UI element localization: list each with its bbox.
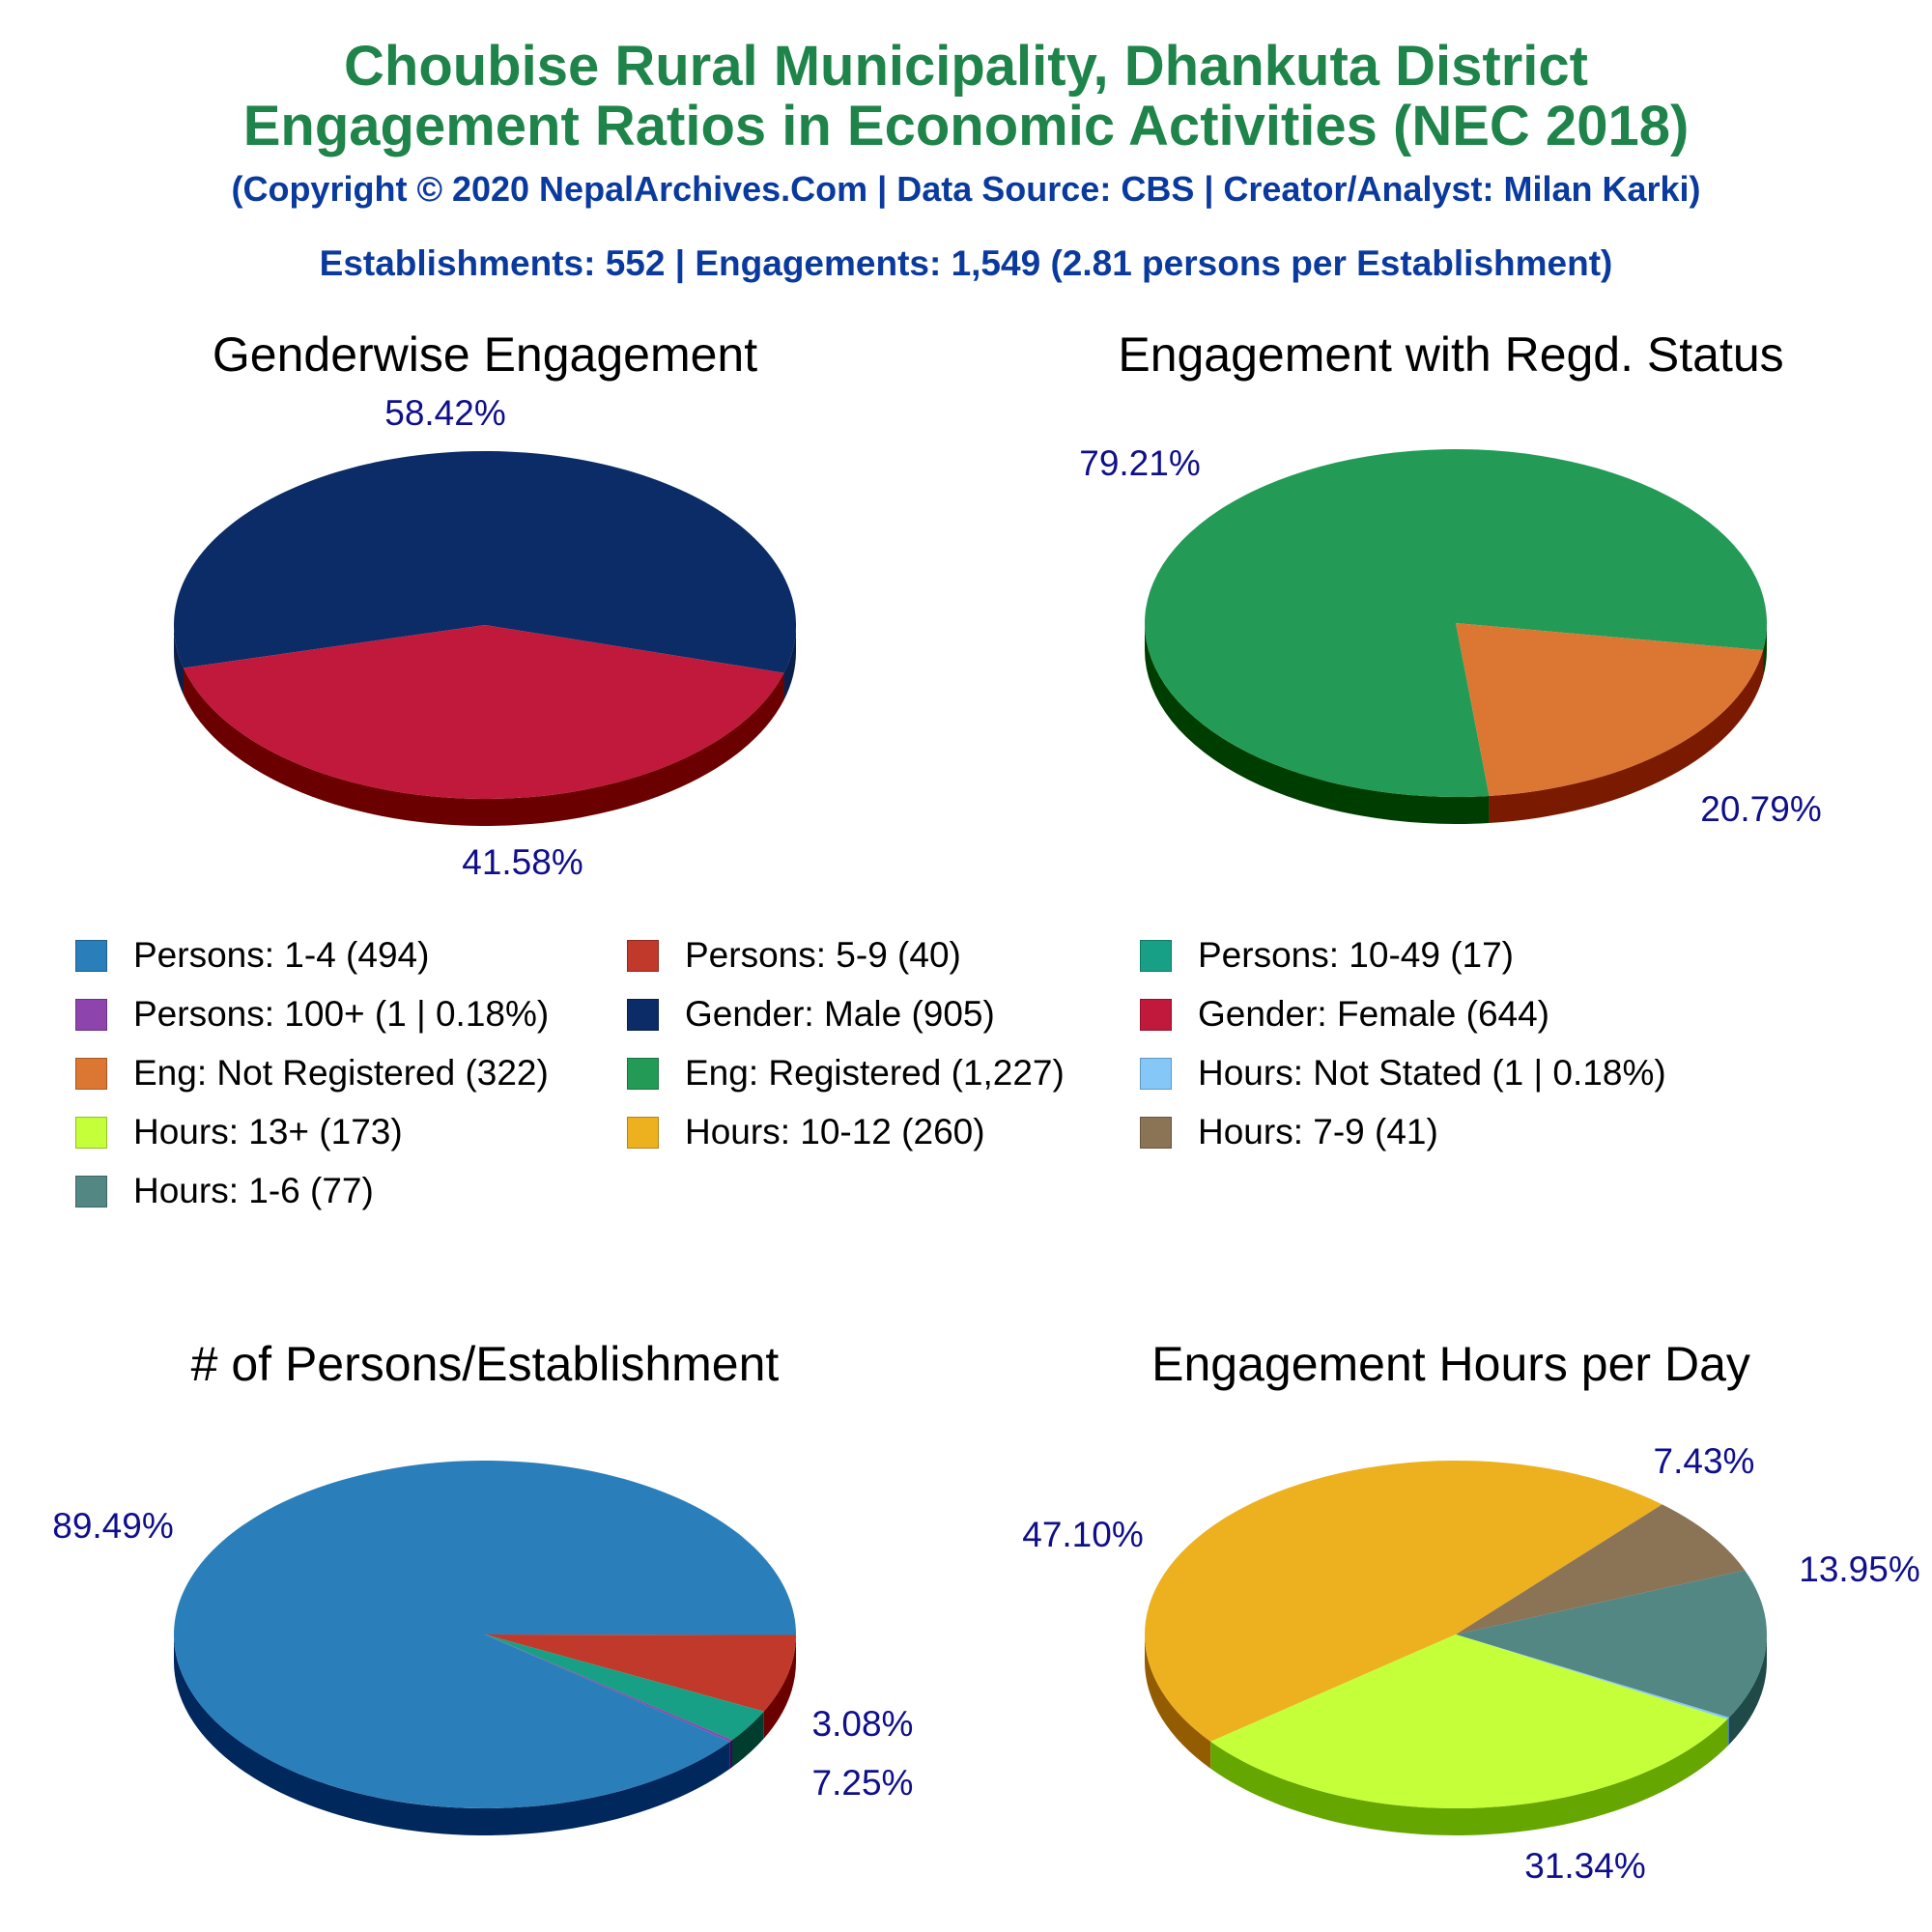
legend-item — [1140, 931, 1514, 980]
slice-percent-label: 31.34% — [1524, 1846, 1646, 1886]
slice-percent-label: 41.58% — [462, 842, 583, 882]
slice-percent-label: 7.43% — [1653, 1441, 1755, 1481]
slice-percent-label: 7.25% — [811, 1763, 914, 1803]
pie-slice — [1456, 623, 1763, 796]
legend-item — [1140, 990, 1549, 1038]
gender-chart-title: Genderwise Engagement — [212, 327, 758, 382]
pie-slice — [174, 1461, 796, 1808]
slice-percent-label: 3.08% — [811, 1704, 914, 1744]
legend-label: Persons: 5-9 (40) — [685, 935, 961, 975]
legend-swatch — [627, 999, 659, 1031]
legend-label: Hours: Not Stated (1 | 0.18%) — [1198, 1053, 1666, 1093]
legend-item — [627, 1108, 985, 1156]
slice-percent-label: 89.49% — [52, 1506, 174, 1546]
legend-swatch — [1140, 940, 1172, 972]
legend-item — [75, 1167, 374, 1215]
legend-item — [627, 1049, 1065, 1097]
legend-swatch — [1140, 1058, 1172, 1090]
slice-percent-label: 47.10% — [1022, 1515, 1144, 1554]
legend-label: Persons: 10-49 (17) — [1198, 935, 1515, 975]
legend-swatch — [1140, 1117, 1172, 1149]
legend-item — [627, 990, 995, 1038]
legend-label: Persons: 1-4 (494) — [133, 935, 430, 975]
pie-chart-2 — [52, 1461, 913, 1835]
legend-item — [75, 990, 549, 1038]
slice-percent-label: 20.79% — [1700, 789, 1822, 829]
pie-side — [1727, 1718, 1729, 1747]
legend-label: Persons: 100+ (1 | 0.18%) — [133, 994, 550, 1034]
legend-item — [75, 931, 429, 980]
legend-swatch — [75, 1058, 107, 1090]
legend-swatch — [75, 1176, 107, 1208]
pie-chart-1 — [1079, 443, 1822, 829]
legend-swatch — [75, 940, 107, 972]
pie-chart-3 — [1022, 1441, 1920, 1886]
legend-item — [75, 1108, 403, 1156]
slice-percent-label: 79.21% — [1079, 443, 1201, 483]
legend-label: Eng: Registered (1,227) — [685, 1053, 1065, 1093]
registration-chart-title: Engagement with Regd. Status — [1118, 327, 1784, 382]
legend-swatch — [75, 999, 107, 1031]
legend-label: Gender: Female (644) — [1198, 994, 1550, 1034]
slice-percent-label: 13.95% — [1799, 1549, 1920, 1589]
persons-chart-title: # of Persons/Establishment — [190, 1337, 780, 1391]
legend-swatch — [627, 1058, 659, 1090]
slice-percent-label: 58.42% — [384, 393, 506, 433]
summary-line: Establishments: 552 | Engagements: 1,549 (2.81 persons per Establishment) — [319, 243, 1613, 283]
legend-swatch — [627, 940, 659, 972]
legend-label: Eng: Not Registered (322) — [133, 1053, 549, 1093]
legend-item — [627, 931, 961, 980]
legend-label: Gender: Male (905) — [685, 994, 995, 1034]
legend-swatch — [1140, 999, 1172, 1031]
legend-label: Hours: 7-9 (41) — [1198, 1112, 1438, 1151]
main-title-line-1: Choubise Rural Municipality, Dhankuta District — [344, 35, 1588, 98]
legend-label: Hours: 10-12 (260) — [685, 1112, 985, 1151]
legend-item — [75, 1049, 549, 1097]
pie-chart-0 — [174, 393, 796, 882]
hours-chart-title: Engagement Hours per Day — [1151, 1337, 1750, 1391]
legend-swatch — [75, 1117, 107, 1149]
legend-label: Hours: 13+ (173) — [133, 1112, 403, 1151]
legend-swatch — [627, 1117, 659, 1149]
main-title-line-2: Engagement Ratios in Economic Activities (NEC 2018) — [242, 95, 1690, 157]
legend-item — [1140, 1108, 1438, 1156]
legend-label: Hours: 1-6 (77) — [133, 1171, 374, 1210]
pie-side — [730, 1740, 732, 1769]
copyright-line: (Copyright © 2020 NepalArchives.Com | Data Source: CBS | Creator/Analyst: Milan Karki) — [231, 169, 1701, 209]
legend-item — [1140, 1049, 1666, 1097]
